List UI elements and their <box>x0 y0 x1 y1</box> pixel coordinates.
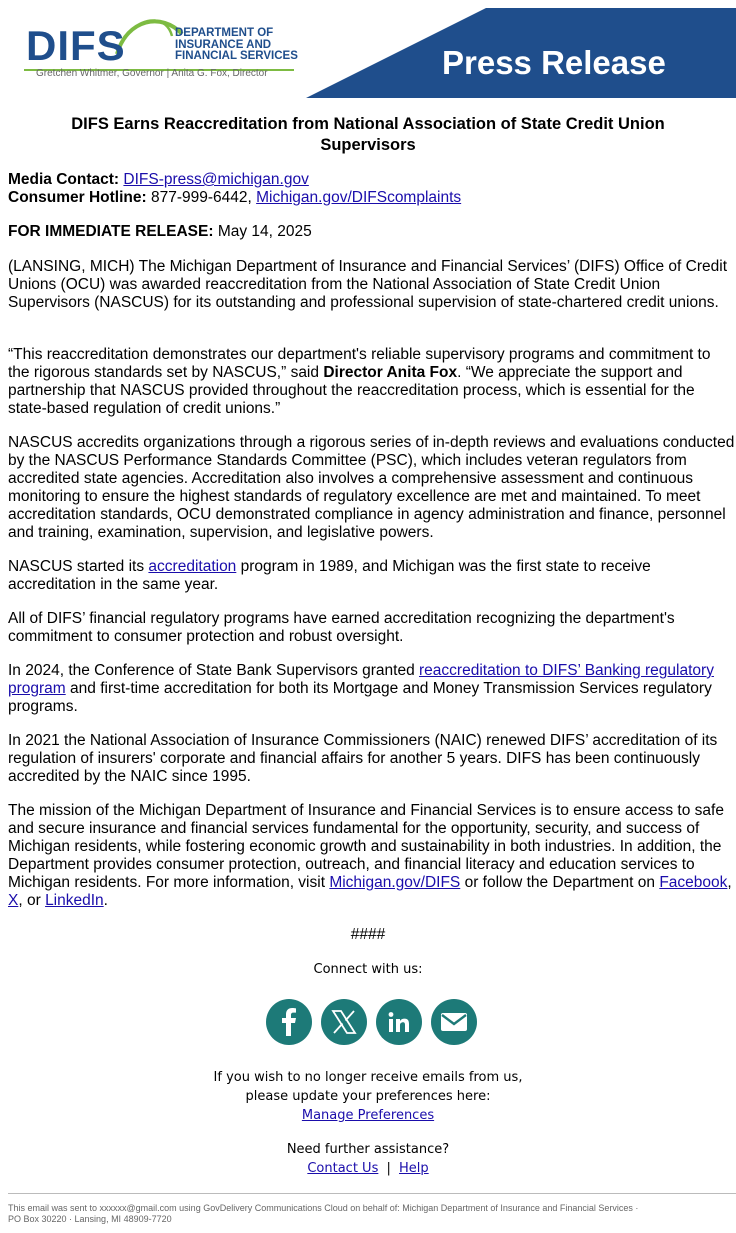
paragraph-7: In 2021 the National Association of Insurance Commissioners (NAIC) renewed DIFS’ accreditation of its regulation of insurers' corporate and financial affairs for another 5 years. DIFS has been continuously accredited by the NAIC since 1995. <box>8 732 718 785</box>
period: . <box>103 892 108 909</box>
unsubscribe-line-1: If you wish to no longer receive emails from us, <box>213 1070 523 1085</box>
paragraph-2 <box>8 346 736 418</box>
x-icon[interactable] <box>321 999 367 1045</box>
director-name: Director Anita Fox <box>323 364 458 381</box>
hotline-line <box>8 189 732 207</box>
assistance-block <box>0 1140 736 1178</box>
release-label: FOR IMMEDIATE RELEASE: <box>8 223 214 240</box>
paragraph-3: NASCUS accredits organizations through a rigorous series of in-depth reviews and evaluations conducted by the NASCUS Performance Standards Committee (PSC), which includes veteran regulators from accredited state agencies. Accreditation also involves a comprehensive assessment and continuous monitoring to ensure the highest standards of regulatory excellence are met and maintained. To meet accreditation standards, OCU demonstrated compliance in agency administration and finance, personnel and training, examination, supervision, and legislative powers. <box>8 434 735 541</box>
paragraph-1: (LANSING, MICH) The Michigan Department of Insurance and Financial Services’ (DIFS) Office of Credit Unions (OCU) was awarded reaccreditation from the National Association of State Credit Union Supervisors (NASCUS) for its outstanding and professional supervision of state-chartered credit unions. <box>8 258 728 311</box>
hotline-label: Consumer Hotline: <box>8 189 147 206</box>
paragraph-4 <box>8 558 736 594</box>
email-header <box>0 0 736 100</box>
media-email-link[interactable]: DIFS-press@michigan.gov <box>123 171 309 188</box>
logo-department-name: DEPARTMENT OF INSURANCE AND FINANCIAL SERVICES <box>175 27 298 62</box>
end-marks: #### <box>350 926 386 943</box>
paragraph-6 <box>8 662 736 716</box>
facebook-icon[interactable] <box>266 999 312 1045</box>
linkedin-icon[interactable] <box>376 999 422 1045</box>
quote-text: “This reaccreditation demonstrates our department's reliable supervisory programs and commitment to the rigorous standards set by NASCUS,” said <box>8 346 711 381</box>
hotline-number: 877-999-6442, <box>150 189 252 206</box>
banner-title: Press Release <box>442 44 666 81</box>
footer-divider <box>8 1193 736 1194</box>
paragraph-8 <box>8 802 736 910</box>
x-link[interactable]: X <box>8 892 19 909</box>
email-icon[interactable] <box>431 999 477 1045</box>
page-title: DIFS Earns Reaccreditation from National Association of State Credit Union Supervisors <box>71 115 665 154</box>
comma: , <box>727 874 732 891</box>
unsubscribe-block <box>0 1068 736 1125</box>
footer-text: This email was sent to xxxxxx@gmail.com using GovDelivery Communications Cloud on behalf of: Michigan Department of Insurance and Financial Services · PO Box 30220 · Lansing, MI 48909-7720 <box>8 1203 639 1224</box>
link-separator: | <box>386 1161 391 1176</box>
connect-label: Connect with us: <box>313 962 423 977</box>
contact-us-link[interactable]: Contact Us <box>307 1161 379 1176</box>
quote-text-cont: . “We appreciate the support and partnership that NASCUS provided throughout the reaccreditation process, which is essential for the state-based regulation of credit unions.” <box>8 364 695 417</box>
media-contact-line <box>8 171 732 189</box>
mission-text-cont: or follow the Department on <box>464 874 655 891</box>
contact-block <box>8 171 732 207</box>
help-link[interactable]: Help <box>399 1161 429 1176</box>
paragraph-5: All of DIFS’ financial regulatory programs have earned accreditation recognizing the department's commitment to consumer protection and robust oversight. <box>8 610 675 645</box>
accreditation-link[interactable]: accreditation <box>148 558 237 575</box>
p4-text-cont: program in 1989, and Michigan was the first state to receive accreditation in the same year. <box>8 558 651 593</box>
manage-preferences-link[interactable]: Manage Preferences <box>301 1108 435 1123</box>
banking-reaccreditation-link[interactable]: reaccreditation to DIFS’ Banking regulatory program <box>8 662 714 697</box>
facebook-link[interactable]: Facebook <box>659 874 728 891</box>
media-contact-label: Media Contact: <box>8 171 120 188</box>
release-date: May 14, 2025 <box>217 223 312 240</box>
p6-text-cont: and first-time accreditation for both its Mortgage and Money Transmission Services regulatory programs. <box>8 680 712 715</box>
difs-website-link[interactable]: Michigan.gov/DIFS <box>329 874 461 891</box>
logo-mark: DIFS <box>26 22 126 69</box>
logo-subline: Gretchen Whitmer, Governor | Anita G. Fox, Director <box>36 68 268 79</box>
assistance-question: Need further assistance? <box>286 1142 450 1157</box>
or-text: , or <box>18 892 41 909</box>
unsubscribe-line-2: please update your preferences here: <box>245 1089 491 1104</box>
complaints-link[interactable]: Michigan.gov/DIFScomplaints <box>256 189 462 206</box>
linkedin-link[interactable]: LinkedIn <box>45 892 104 909</box>
p6-text: In 2024, the Conference of State Bank Supervisors granted <box>8 662 415 679</box>
release-line <box>8 223 736 241</box>
mission-text: The mission of the Michigan Department of Insurance and Financial Services is to ensure access to safe and secure insurance and financial services fundamental for the opportunity, security, and success of Michigan residents, while fostering economic growth and sustainability in both industries. In addition, the Department provides consumer protection, outreach, and financial literacy and education services to Michigan residents. For more information, visit <box>8 802 724 891</box>
p4-text: NASCUS started its <box>8 558 145 575</box>
